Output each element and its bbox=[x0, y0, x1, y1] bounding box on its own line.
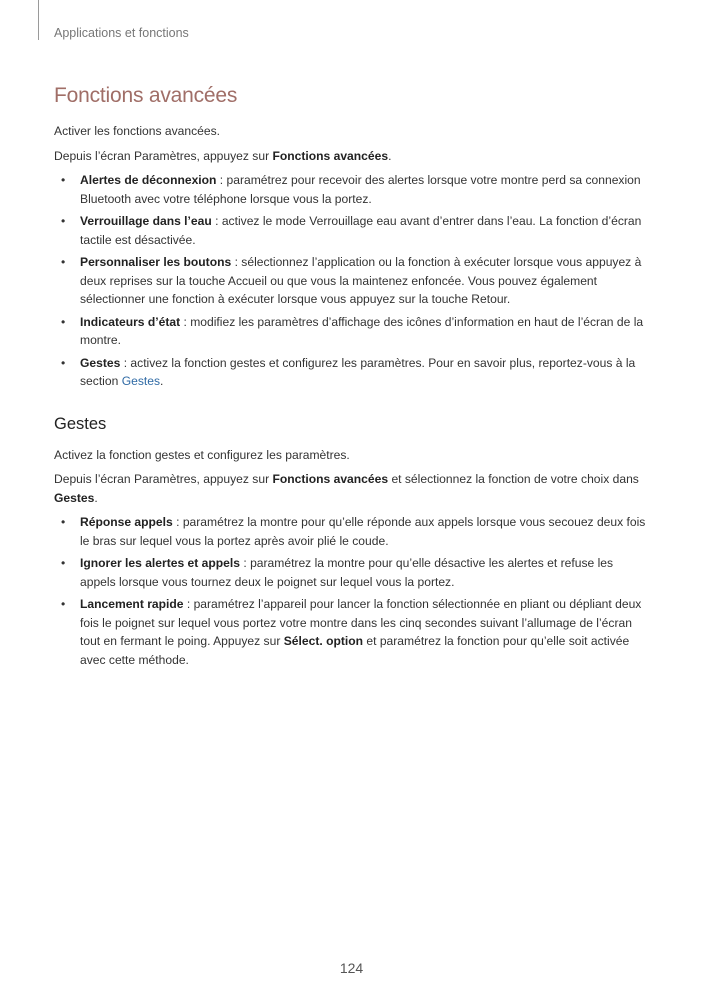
bullet: • bbox=[61, 556, 66, 570]
gestures-list bbox=[54, 513, 652, 669]
section-title-advanced: Fonctions avancées bbox=[54, 84, 238, 107]
chapter-header: Applications et fonctions bbox=[54, 26, 189, 40]
list-item: • Ignorer les alertes et appels : paramétrez la montre pour qu’elle désactive les alertes et refuse les appels lorsque vous tournez deux le poignet sur lequel vous la portez. bbox=[61, 556, 614, 589]
list-item: • Alertes de déconnexion : paramétrez pour recevoir des alertes lorsque votre montre perd sa connexion Bluetooth avec votre téléphone lorsque vous la portez. bbox=[61, 173, 641, 206]
list-item: • Lancement rapide : paramétrez l’appareil pour lancer la fonction sélectionnée en pliant ou dépliant deux fois le poignet sur lequel vous portez votre montre dans les cinq secondes suivant l’allumage de l’écran tout en fermant le poing. Appuyez sur Sélect. option et paramétrez la fonction pour qu’elle soit activée avec cette méthode. bbox=[61, 597, 642, 667]
page-content bbox=[54, 84, 652, 673]
intro-advanced: Activer les fonctions avancées. bbox=[54, 124, 221, 138]
advanced-list bbox=[54, 171, 652, 391]
list-item: • Personnaliser les boutons : sélectionnez l’application ou la fonction à exécuter lorsque vous appuyez à deux reprises sur la touche Accueil ou que vous la maintenez enfoncée. Vous pouvez également sélectionner une fonction à exécuter lorsque vous appuyez sur la touche Retour. bbox=[61, 255, 642, 306]
intro-gestures: Activez la fonction gestes et configurez les paramètres. bbox=[54, 447, 350, 462]
list-item: • Verrouillage dans l’eau : activez le mode Verrouillage eau avant d’entrer dans l’eau. La fonction d’écran tactile est désactivée. bbox=[61, 214, 642, 247]
list-item: • Gestes : activez la fonction gestes et configurez les paramètres. Pour en savoir plus, reportez-vous à la section Gestes. bbox=[61, 355, 636, 388]
list-item: • Réponse appels : paramétrez la montre pour qu’elle réponde aux appels lorsque vous secouez deux fois le bras sur lequel vous la portez après avoir plié le coude. bbox=[61, 515, 646, 548]
header-divider bbox=[38, 0, 39, 40]
bullet: • bbox=[61, 173, 66, 187]
bullet: • bbox=[61, 255, 66, 269]
bullet: • bbox=[61, 214, 66, 228]
gestes-link[interactable]: Gestes bbox=[121, 374, 161, 388]
list-item: • Indicateurs d’état : modifiez les paramètres d’affichage des icônes d’information en haut de l’écran de la montre. bbox=[61, 314, 644, 347]
bullet: • bbox=[61, 515, 66, 529]
bullet: • bbox=[61, 355, 66, 370]
section-title-gestures: Gestes bbox=[54, 414, 107, 433]
path-advanced: Depuis l’écran Paramètres, appuyez sur Fonctions avancées. bbox=[54, 148, 392, 163]
path-gestures: Depuis l’écran Paramètres, appuyez sur Fonctions avancées et sélectionnez la fonction de votre choix dans Gestes. bbox=[54, 472, 639, 505]
page-number: 124 bbox=[339, 960, 364, 976]
bullet: • bbox=[61, 314, 66, 329]
bullet: • bbox=[61, 597, 66, 611]
